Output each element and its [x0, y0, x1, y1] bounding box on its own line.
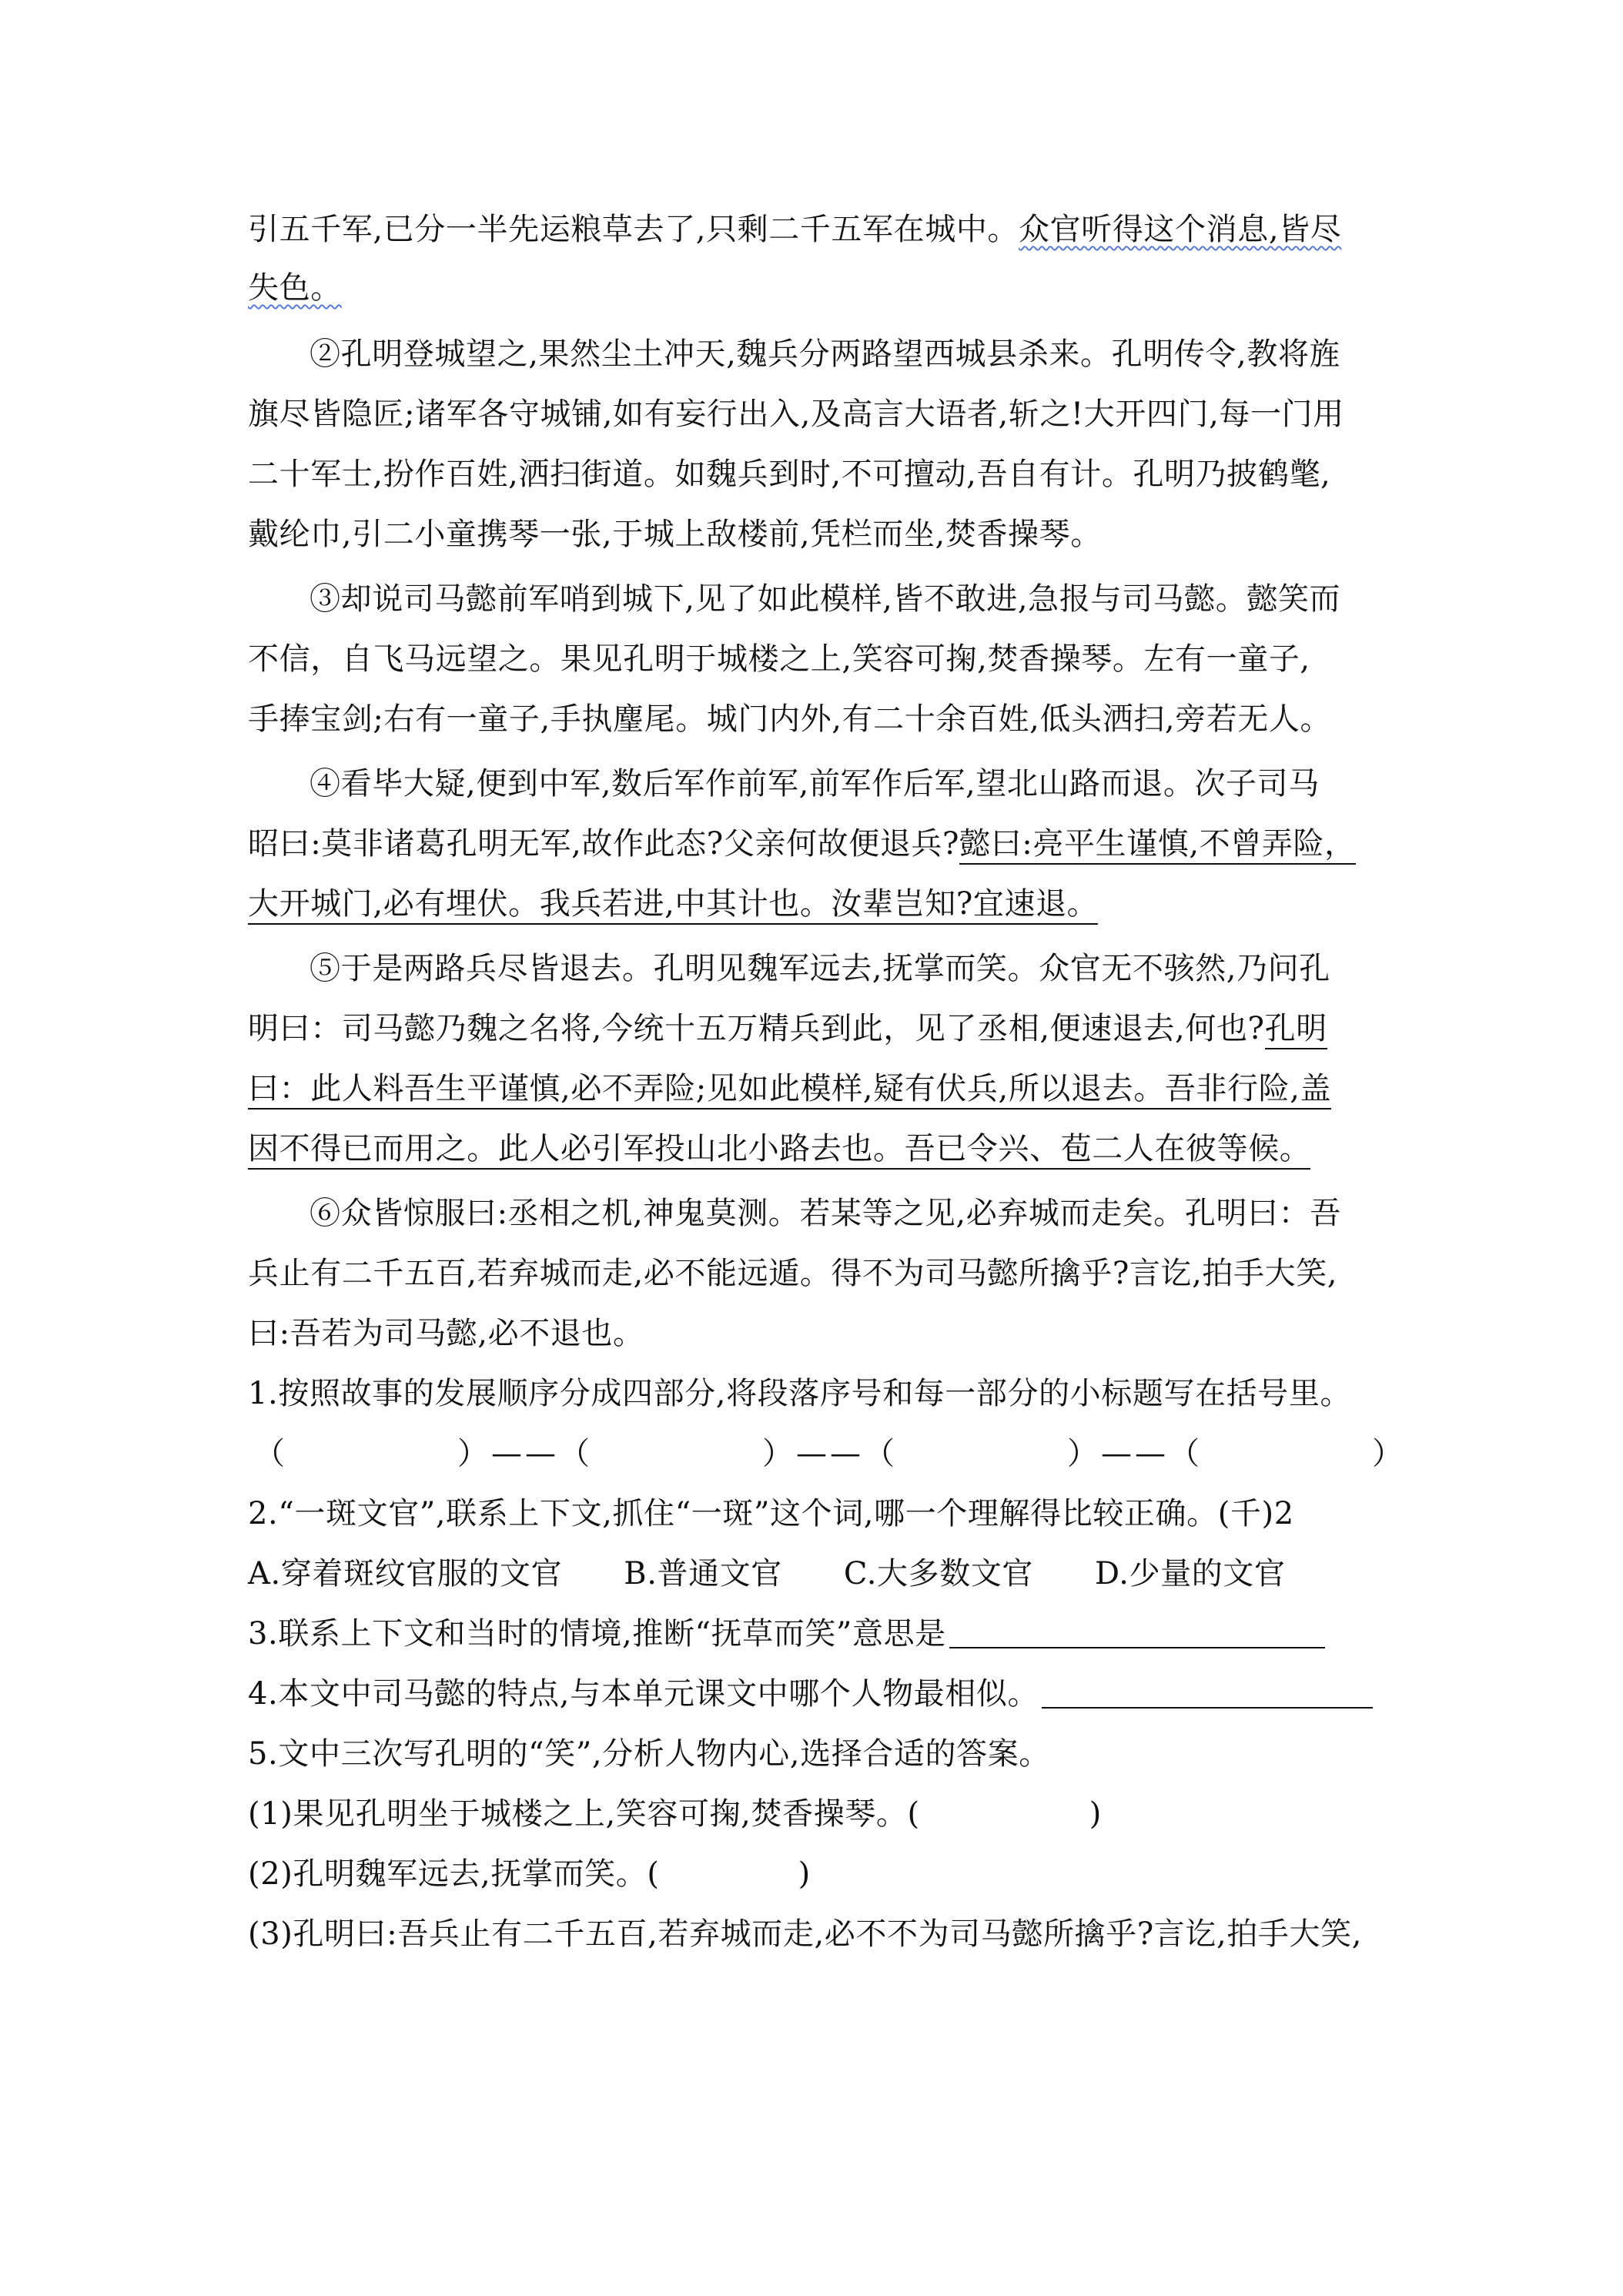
wavy-underlined-text: 失色。	[248, 270, 342, 306]
option-d[interactable]: D.少量的文官	[1095, 1556, 1286, 1591]
passage-line: 曰:吾若为司马懿,必不退也。	[248, 1316, 644, 1351]
question-5-item-3: (3)孔明曰:吾兵止有二千五百,若弃城而走,必不不为司马懿所擒乎?言讫,拍手大笑,	[248, 1916, 1363, 1952]
answer-blanks[interactable]: （ ）——（ ）——（ ）——（ ）	[254, 1436, 1406, 1471]
paragraph-2-start: ②孔明登城望之,果然尘土冲天,魏兵分两路望西城县杀来。孔明传令,教将旌	[310, 336, 1341, 372]
underlined-text: 懿曰:亮平生谨慎,不曾弄险，	[959, 826, 1356, 865]
question-3-text: 3.联系上下文和当时的情境,推断“抚草而笑”意思是	[248, 1616, 946, 1652]
underlined-text: 孔明	[1265, 1011, 1327, 1049]
question-4	[248, 1672, 1373, 1715]
wavy-underlined-text: 众官听得这个消息,皆尽	[1019, 212, 1342, 247]
question-1: 1.按照故事的发展顺序分成四部分,将段落序号和每一部分的小标题写在括号里。	[248, 1376, 1352, 1411]
question-4-text: 4.本文中司马懿的特点,与本单元课文中哪个人物最相似。	[248, 1676, 1039, 1712]
question-3	[248, 1612, 1325, 1655]
passage-line	[248, 266, 342, 310]
paragraph-4-start: ④看毕大疑,便到中军,数后军作前军,前军作后军,望北山路而退。次子司马	[310, 766, 1320, 802]
passage-line: 旗尽皆隐匠;诸军各守城铺,如有妄行出入,及高言大语者,斩之!大开四门,每一门用	[248, 397, 1344, 432]
passage-line	[248, 882, 1098, 925]
close-paren: )	[1089, 1796, 1102, 1832]
question-5-item-2	[248, 1853, 811, 1896]
passage-text: 明曰：司马懿乃魏之名将,今统十五万精兵到此，见了丞相,便速退去,何也?	[248, 1011, 1265, 1046]
passage-line: 兵止有二千五百,若弃城而走,必不能远遁。得不为司马懿所擒乎?言讫,拍手大笑,	[248, 1256, 1338, 1291]
passage-line: 手捧宝剑;右有一童子,手执麈尾。城门内外,有二十余百姓,低头洒扫,旁若无人。	[248, 701, 1332, 737]
item-text: (1)果见孔明坐于城楼之上,笑容可掬,焚香操琴。(	[248, 1796, 920, 1832]
passage-line: 戴纶巾,引二小童携琴一张,于城上敌楼前,凭栏而坐,焚香操琴。	[248, 517, 1102, 552]
passage-line	[248, 1007, 1327, 1050]
option-b[interactable]: B.普通文官	[624, 1556, 782, 1591]
passage-line	[248, 1127, 1310, 1170]
passage-line	[248, 208, 1341, 251]
item-text: (2)孔明魏军远去,抚掌而笑。(	[248, 1856, 660, 1892]
question-5-item-1	[248, 1792, 1102, 1836]
passage-line	[248, 1067, 1331, 1110]
question-5: 5.文中三次写孔明的“笑”,分析人物内心,选择合适的答案。	[248, 1736, 1050, 1772]
question-2: 2.“一斑文官”,联系上下文,抓住“一斑”这个词,哪一个理解得比较正确。(千)2	[248, 1496, 1294, 1531]
underlined-text: 曰：此人料吾生平谨慎,必不弄险;见如此模样,疑有伏兵,所以退去。吾非行险,盖	[248, 1071, 1331, 1110]
passage-line: 二十军士,扮作百姓,洒扫街道。如魏兵到时,不可擅动,吾自有计。孔明乃披鹤氅,	[248, 457, 1331, 492]
paragraph-3-start: ③却说司马懿前军哨到城下,见了如此模样,皆不敢进,急报与司马懿。懿笑而	[310, 581, 1341, 617]
question-2-options	[248, 1552, 1286, 1595]
option-c[interactable]: C.大多数文官	[843, 1556, 1034, 1591]
answer-line[interactable]	[1042, 1676, 1373, 1709]
passage-text: 引五千军,已分一半先运粮草去了,只剩二千五军在城中。	[248, 212, 1019, 247]
passage-line: 不信，自飞马远望之。果见孔明于城楼之上,笑容可掬,焚香操琴。左有一童子,	[248, 641, 1310, 677]
close-paren: )	[798, 1856, 811, 1892]
passage-line	[248, 822, 1356, 865]
underlined-text: 大开城门,必有埋伏。我兵若进,中其计也。汝辈岂知?宜速退。	[248, 886, 1098, 925]
underlined-text: 因不得已而用之。此人必引军投山北小路去也。吾已令兴、苞二人在彼等候。	[248, 1131, 1310, 1170]
passage-text: 昭曰:莫非诸葛孔明无军,故作此态?父亲何故便退兵?	[248, 826, 960, 862]
answer-line[interactable]	[949, 1616, 1325, 1648]
paragraph-5-start: ⑤于是两路兵尽皆退去。孔明见魏军远去,抚掌而笑。众官无不骇然,乃问孔	[310, 951, 1330, 986]
paragraph-6-start: ⑥众皆惊服曰:丞相之机,神鬼莫测。若某等之见,必弃城而走矣。孔明曰：吾	[310, 1196, 1341, 1231]
option-a[interactable]: A.穿着斑纹官服的文官	[248, 1556, 563, 1591]
